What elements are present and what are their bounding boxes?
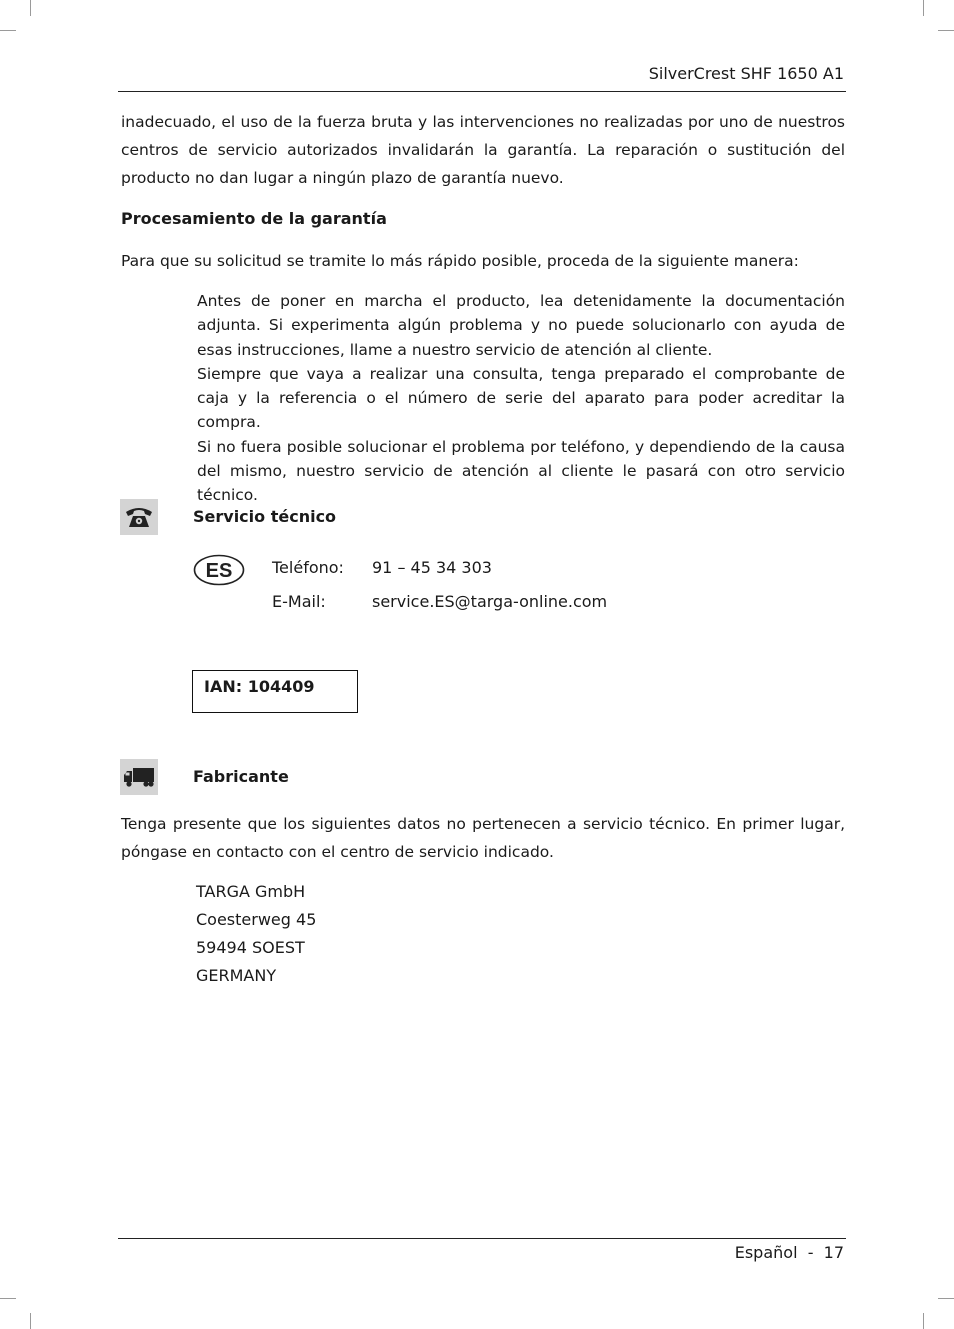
truck-icon [120,759,158,795]
crop-mark [938,1298,954,1299]
warranty-heading: Procesamiento de la garantía [121,209,387,228]
footer-rule [118,1238,846,1239]
page-number: Español - 17 [734,1243,844,1262]
warranty-step: Antes de poner en marcha el producto, lea detenidamente la documentación adjunta. Si experimenta algún problema y no puede solucionarlo con ayuda de esas instrucciones, llame a nuestro servicio de atención al cliente. [197,292,845,359]
warranty-lead: Para que su solicitud se tramite lo más rápido posible, proceda de la siguiente manera: [121,252,799,270]
manufacturer-heading: Fabricante [193,767,289,786]
address-line: Coesterweg 45 [196,910,317,929]
header-rule [118,91,846,92]
ian-number: IAN: 104409 [204,677,315,696]
crop-mark [30,1313,31,1329]
country-code: ES [205,560,233,582]
address-line: GERMANY [196,966,277,985]
warranty-step: Siempre que vaya a realizar una consulta, tenga preparado el comprobante de caja y la referencia o el número de serie del aparato para poder acreditar la compra. [197,364,845,432]
ian-box [192,670,358,713]
address-line: TARGA GmbH [196,882,306,901]
email-label: E-Mail: [272,592,326,611]
phone-label: Teléfono: [272,558,344,577]
intro-paragraph: inadecuado, el uso de la fuerza bruta y las intervenciones no realizadas por uno de nuestros centros de servicio autorizados invalidarán la garantía. La reparación o sustitución del producto no dan lugar a ningún plazo de garantía nuevo. [121,113,845,187]
phone-value[interactable]: 91 – 45 34 303 [372,558,492,577]
warranty-step: Si no fuera posible solucionar el problema por teléfono, y dependiendo de la causa del mismo, nuestro servicio de atención al cliente le pasará con otro servicio técnico. [197,437,845,505]
spain-country-badge [193,554,245,590]
crop-mark [30,0,31,16]
manufacturer-note: Tenga presente que los siguientes datos no pertenecen a servicio técnico. En primer lugar, póngase en contacto con el centro de servicio indicado. [121,815,845,861]
crop-mark [923,0,924,16]
header-product-name: SilverCrest SHF 1650 A1 [648,64,844,83]
service-heading: Servicio técnico [193,507,337,526]
crop-mark [938,30,954,31]
manufacturer-address [196,878,316,990]
crop-mark [0,30,16,31]
crop-mark [0,1298,16,1299]
telephone-icon [120,499,158,535]
address-line: 59494 SOEST [196,938,305,957]
crop-mark [923,1313,924,1329]
warranty-steps [197,289,845,508]
email-value[interactable]: service.ES@targa-online.com [372,592,608,611]
